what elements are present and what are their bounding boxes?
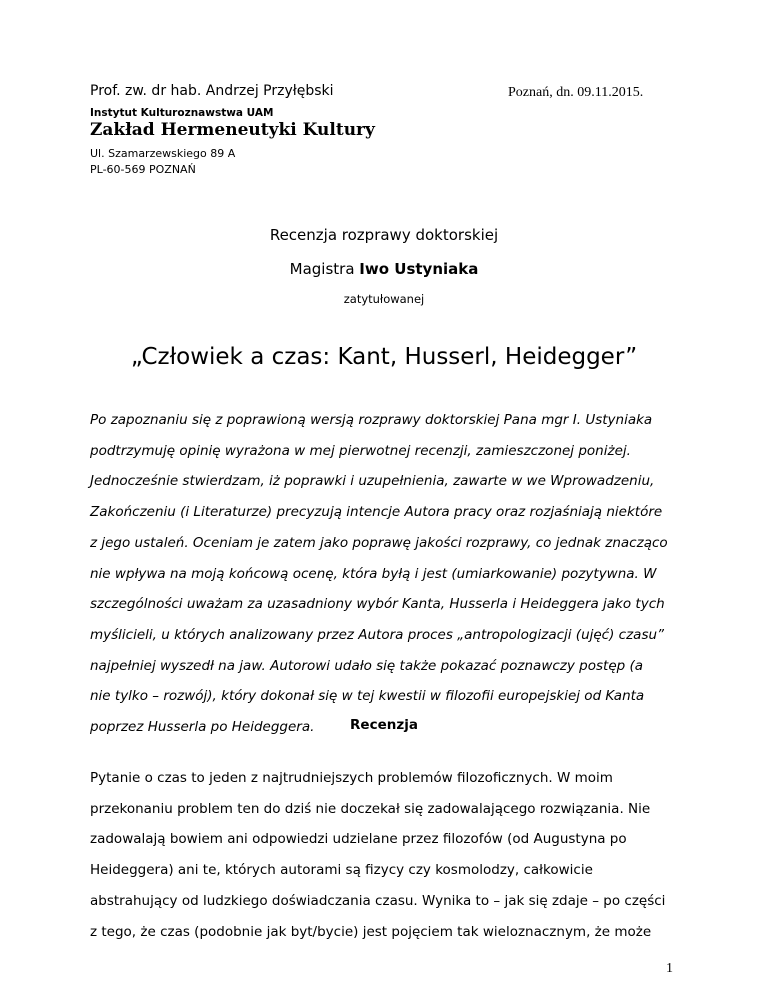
introductory-note — [90, 405, 690, 743]
text-line: Zakończeniu (i Literaturze) precyzują intencje Autora pracy oraz rozjaśniają niektóre — [90, 504, 663, 521]
place-date: Poznań, dn. 09.11.2015. — [508, 85, 644, 100]
text-line: szczególności uważam za uzasadniony wybór Kanta, Husserla i Heideggera jako tych — [90, 596, 665, 613]
candidate-name: Iwo Ustyniaka — [359, 260, 479, 278]
text-line: Pytanie o czas to jeden z najtrudniejszych problemów filozoficznych. W moim — [90, 770, 613, 786]
thesis-title: „Człowiek a czas: Kant, Husserl, Heidegger” — [130, 344, 638, 370]
text-line: Jednocześnie stwierdzam, iż poprawki i uzupełnienia, zawarte w we Wprowadzeniu, — [90, 473, 655, 490]
author-name: Prof. zw. dr hab. Andrzej Przyłębski — [90, 83, 334, 99]
text-line: podtrzymuję opinię wyrażona w mej pierwotnej recenzji, zamieszczonej poniżej. — [90, 442, 631, 459]
text-line: nie tylko – rozwój), który dokonał się w tej kwestii w filozofii europejskiej od Kanta — [90, 688, 645, 705]
text-line: z tego, że czas (podobnie jak byt/bycie) jest pojęciem tak wieloznacznym, że może — [90, 923, 652, 940]
review-title: Recenzja rozprawy doktorskiej — [269, 226, 499, 244]
text-line: nie wpływa na moją końcową ocenę, która byłą i jest (umiarkowanie) pozytywna. W — [90, 565, 657, 582]
candidate-prefix: Magistra — [289, 260, 360, 278]
section-heading: Recenzja — [350, 717, 418, 733]
text-line: zadowalają bowiem ani odpowiedzi udzielane przez filozofów (od Augustyna po — [90, 831, 627, 848]
page-number: 1 — [666, 961, 673, 976]
review-body — [90, 763, 690, 947]
text-line: poprzez Husserla po Heideggera. — [90, 719, 315, 736]
text-line: z jego ustaleń. Oceniam je zatem jako poprawę jakości rozprawy, co jednak znacząco — [90, 534, 668, 551]
text-line: Po zapoznaniu się z poprawioną wersją rozprawy doktorskiej Pana mgr I. Ustyniaka — [90, 412, 653, 428]
institute-name: Instytut Kulturoznawstwa UAM — [90, 107, 274, 119]
text-line: Heideggera) ani te, których autorami są fizycy czy kosmolodzy, całkowicie — [90, 862, 593, 879]
candidate-line — [0, 260, 768, 278]
text-line: najpełniej wyszedł na jaw. Autorowi udało się także pokazać poznawczy postęp (a — [90, 657, 644, 674]
text-line: myślicieli, u których analizowany przez Autora proces „antropologizacji (ujęć) czasu” — [90, 626, 665, 643]
text-line: abstrahujący od ludzkiego doświadczania czasu. Wynika to – jak się zdaje – po części — [90, 892, 666, 909]
titled-label: zatytułowanej — [343, 292, 425, 306]
address-street: Ul. Szamarzewskiego 89 A — [90, 147, 236, 160]
address-city: PL-60-569 POZNAŃ — [90, 163, 196, 176]
department-name: Zakład Hermeneutyki Kultury — [90, 120, 375, 140]
text-line: przekonaniu problem ten do dziś nie doczekał się zadowalającego rozwiązania. Nie — [90, 800, 651, 817]
